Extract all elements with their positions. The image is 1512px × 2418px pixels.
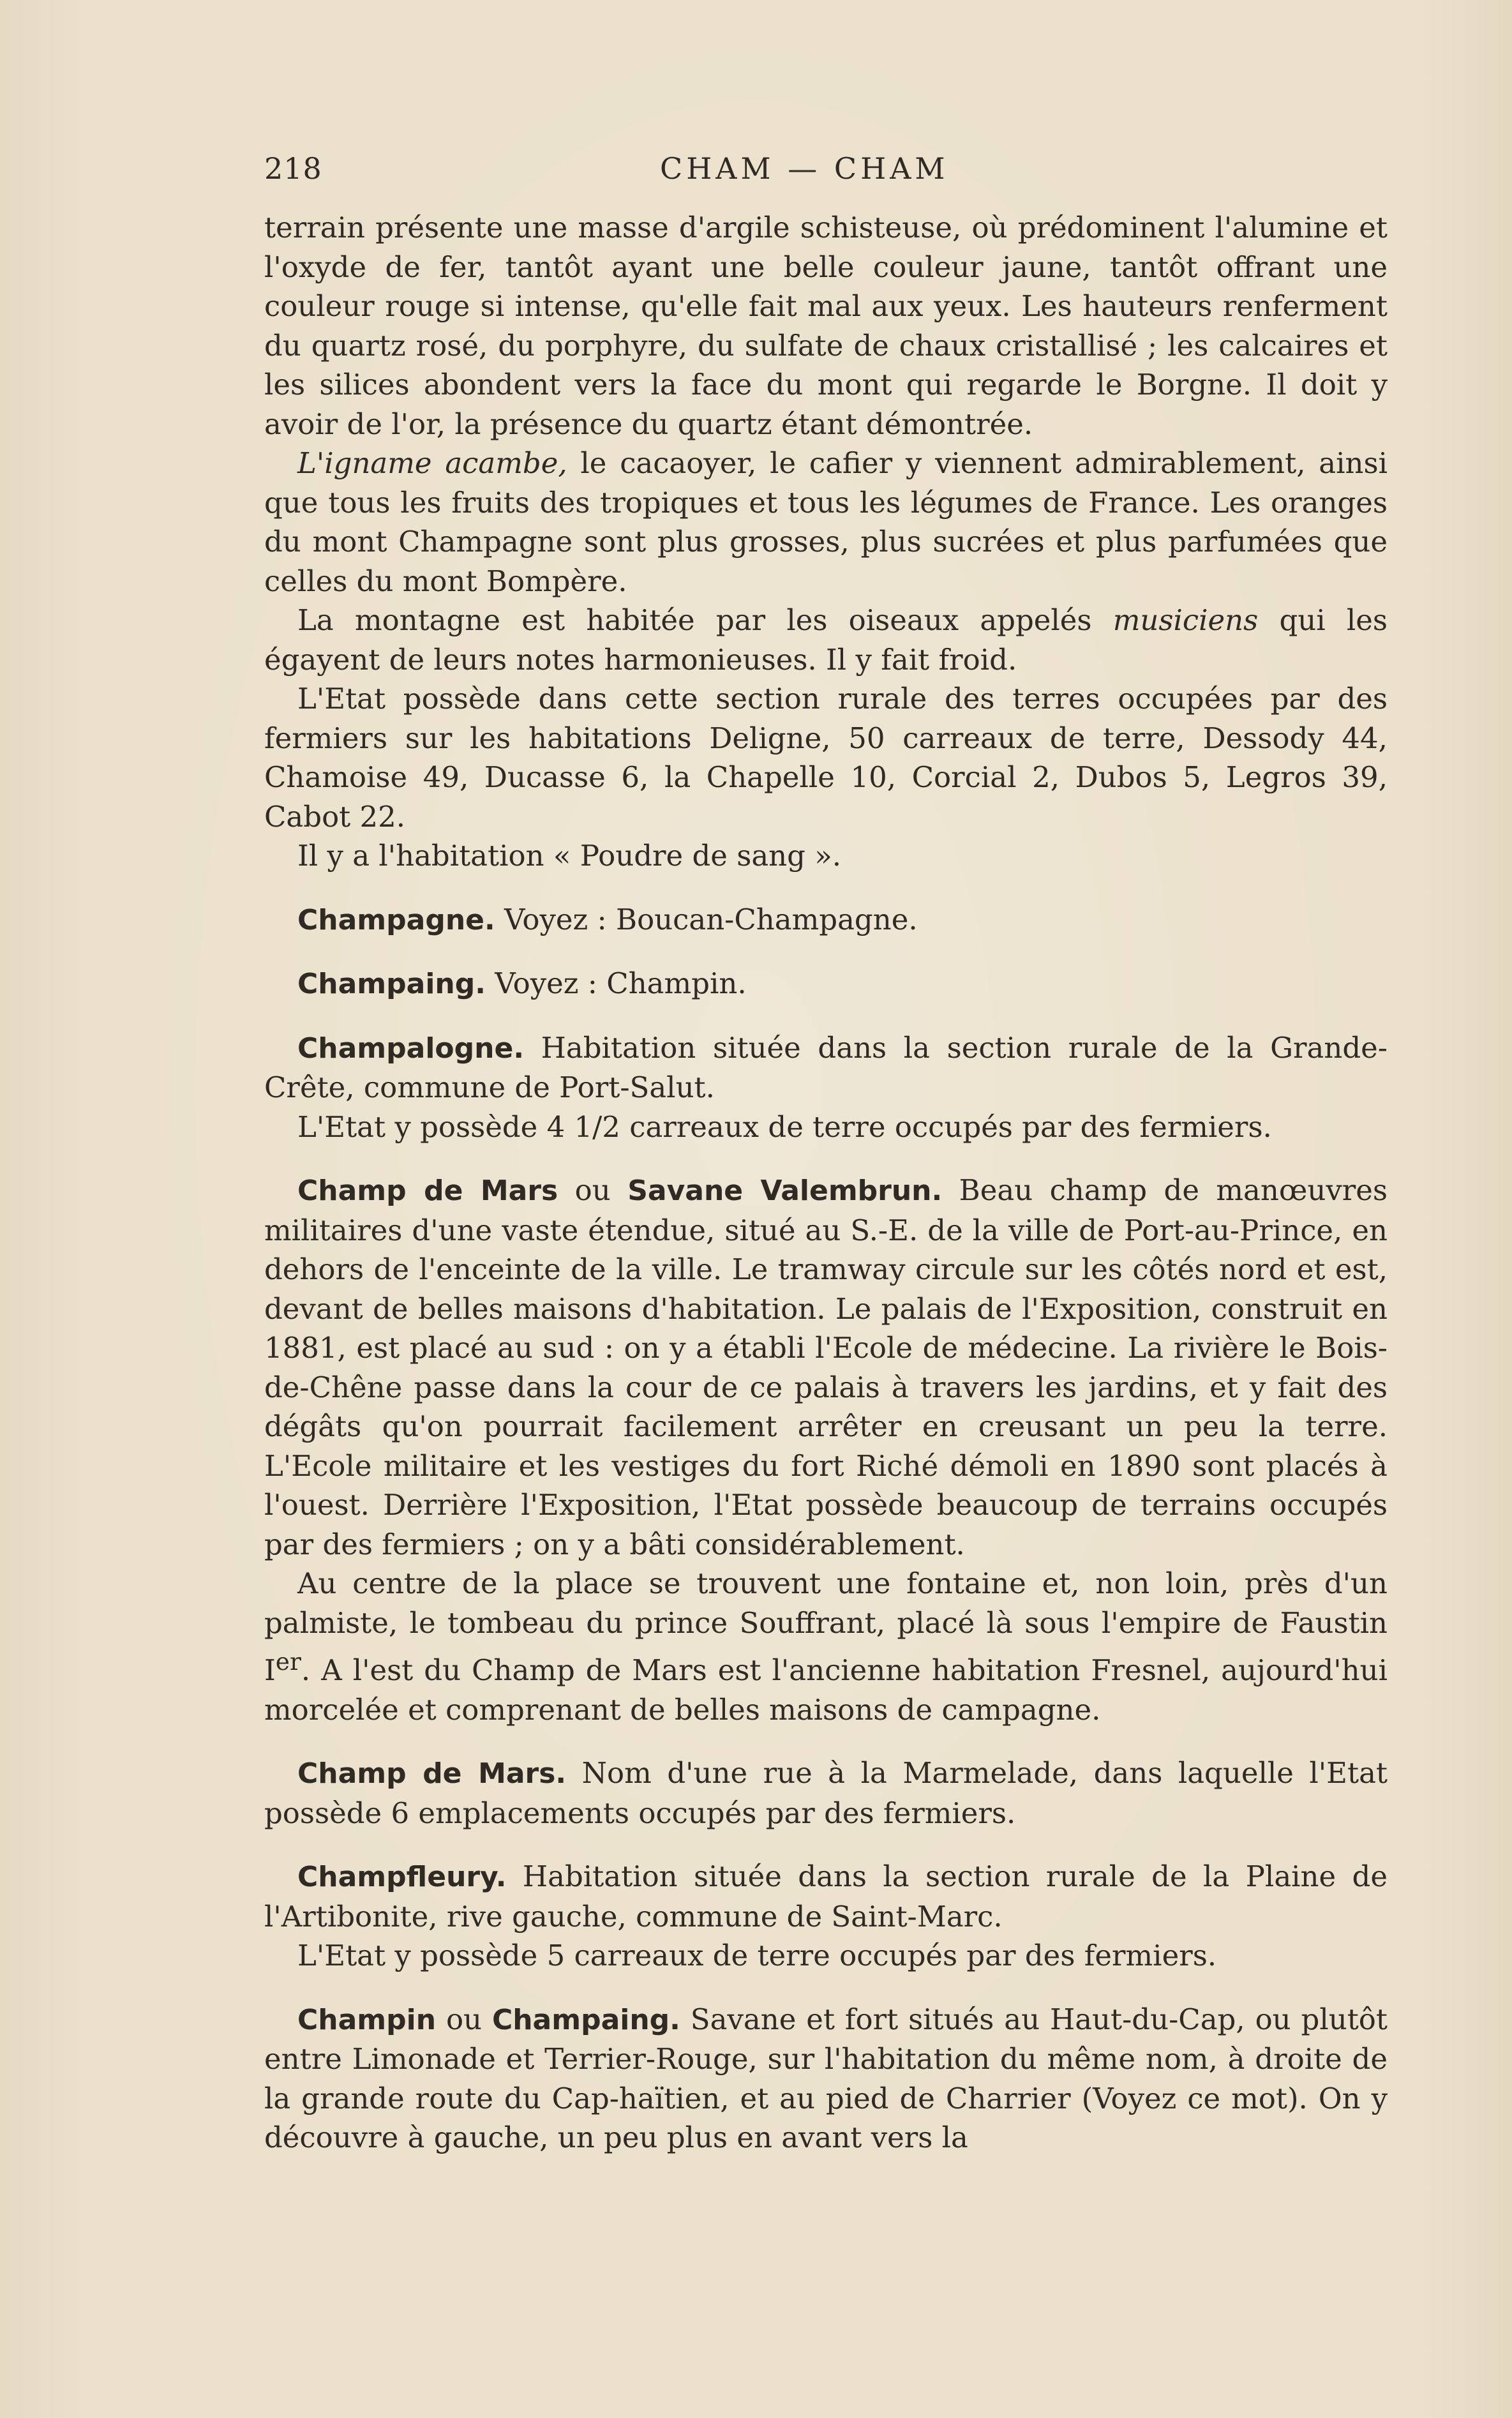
italic-igname: L'igname acambe, [297,446,567,480]
main-text [264,208,1388,2158]
entry-connector: ou [436,2002,492,2036]
entry-term: Champaing. [297,968,486,1000]
entry-text: Voyez : Champin. [485,966,747,1000]
entry-champfleury-p2: L'Etat y possède 5 carreaux de terre occupés par des fermiers. [297,1939,1217,1972]
paragraph-poudre-de-sang: Il y a l'habitation « Poudre de sang ». [297,839,842,873]
entry-text: Habitation située dans la section rurale de la Plaine de l'Artibonite, rive gauche, commune de Saint-Marc. [264,1859,1388,1934]
entry-text: Habitation située dans la section rurale de la Grande-Crête, commune de Port-Salut. [264,1030,1388,1104]
entry-champaing [264,964,1388,1004]
paragraph-montagne-before: La montagne est habitée par les oiseaux appelés [297,603,1113,637]
entry-champalogne [264,1028,1388,1108]
paragraph-montagne-after: qui les égayent de leurs notes harmonieuses. Il y fait froid. [264,603,1388,677]
paragraph-igname [264,444,1388,601]
entry-champ-de-mars-rue [264,1753,1388,1833]
entry-connector: ou [558,1173,628,1207]
paragraph-terrain: terrain présente une masse d'argile schisteuse, où prédominent l'alumine et l'oxyde de fer, tantôt ayant une belle couleur jaune, tantôt offrant une couleur rouge si intense, qu'elle fait mal aux yeux. Les hauteurs renferment du quartz rosé, du porphyre, du sulfate de chaux cristallisé ; les calcaires et les silices abondent vers la face du mont qui regarde le Borgne. Il doit y avoir de l'or, la présence du quartz étant démontrée. [264,211,1388,441]
entry-champ-de-mars-savane-p2 [264,1564,1388,1729]
superscript-er: er [275,1648,301,1676]
entry-p2-after: . A l'est du Champ de Mars est l'ancienne habitation Fresnel, aujourd'hui morcelée et comprenant de belles maisons de campagne. [264,1653,1388,1727]
running-title: CHAM — CHAM [660,151,949,186]
paragraph-etat-possede: L'Etat possède dans cette section rurale des terres occupées par des fermiers sur les habitations Deligne, 50 carreaux de terre, Dessody 44, Chamoise 49, Ducasse 6, la Chapelle 10, Corcial 2, Dubos 5, Legros 39, Cabot 22. [264,682,1388,834]
page-number: 218 [264,151,322,186]
entry-p2-before: Au centre de la place se trouvent une fontaine et, non loin, près d'un palmiste, le tombeau du prince Souffrant, placé là sous l'empire de Faustin I [264,1566,1388,1687]
entry-text: Savane et fort situés au Haut-du-Cap, ou plutôt entre Limonade et Terrier-Rouge, sur l'habitation du même nom, à droite de la grande route du Cap-haïtien, et au pied de Charrier (Voyez ce mot). On y découvre à gauche, un peu plus en avant vers la [264,2002,1388,2154]
entry-text: Voyez : Boucan-Champagne. [495,902,918,936]
entry-champ-de-mars-savane [264,1171,1388,1564]
entry-champalogne-p2: L'Etat y possède 4 1/2 carreaux de terre occupés par des fermiers. [297,1109,1272,1144]
paragraph-igname-text: le cacaoyer, le cafier y viennent admirablement, ainsi que tous les fruits des tropiques et tous les légumes de France. Les oranges du mont Champagne sont plus grosses, plus sucrées et plus parfumées que celles du mont Bompère. [264,446,1388,598]
entry-text: Nom d'une rue à la Marmelade, dans laquelle l'Etat possède 6 emplacements occupés par des fermiers. [264,1756,1388,1830]
entry-term: Champin [297,2003,437,2036]
entry-term-alt: Savane Valembrun. [627,1175,943,1207]
italic-musiciens: musiciens [1112,603,1259,637]
entry-term-alt: Champaing. [491,2003,680,2036]
entry-champagne [264,900,1388,940]
entry-term: Champ de Mars. [297,1757,567,1790]
entry-text: Beau champ de manœuvres militaires d'une vaste étendue, situé au S.-E. de la ville de Port-au-Prince, en dehors de l'enceinte de la ville. Le tramway circule sur les côtés nord et est, devant de belles maisons d'habitation. Le palais de l'Exposition, construit en 1881, est placé au sud : on y a établi l'Ecole de médecine. La rivière le Bois-de-Chêne passe dans la cour de ce palais à travers les jardins, et y fait des dégâts qu'on pourrait facilement arrêter en creusant un peu la terre. L'Ecole militaire et les vestiges du fort Riché démoli en 1890 sont placés à l'ouest. Derrière l'Exposition, l'Etat possède beaucoup de terrains occupés par des fermiers ; on y a bâti considérablement. [264,1173,1388,1561]
entry-term: Champalogne. [297,1032,525,1065]
entry-champin [264,2000,1388,2158]
entry-term: Champagne. [297,903,495,936]
page-header [264,148,1388,189]
entry-term: Champfleury. [297,1861,507,1893]
paragraph-montagne [264,601,1388,679]
entry-champfleury [264,1857,1388,1936]
entry-term: Champ de Mars [297,1175,558,1207]
